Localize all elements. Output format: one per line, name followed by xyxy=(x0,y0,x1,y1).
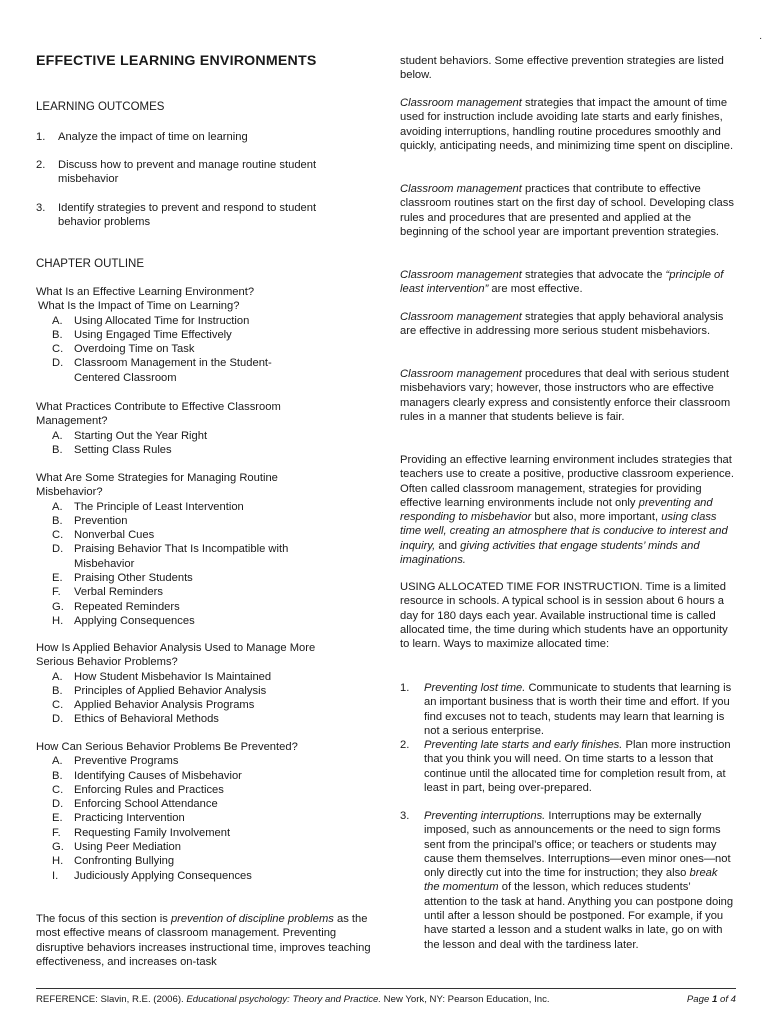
outline-letter: F. xyxy=(52,826,61,839)
outline-letter: E. xyxy=(52,812,63,825)
outline-subitem-text: Classroom Management in the Student-Centered Classroom xyxy=(74,357,272,384)
outline-question: What Is the Impact of Time on Learning? xyxy=(38,300,240,313)
right-paragraph xyxy=(400,96,736,153)
paragraph-text: but also, more important, xyxy=(531,511,662,524)
outline-subitem xyxy=(52,811,372,825)
outline-subitem-text: Requesting Family Involvement xyxy=(74,826,231,839)
outline-subitem xyxy=(52,769,372,783)
item-text: of the lesson, which reduces students’ attention to the task at hand. Anything you can postpone doing until after a lesson should be postponed. For example, if you have started a lesson and a student walks in late, go on with the lesson and deal with the tardiness later. xyxy=(424,881,734,951)
outline-letter: B. xyxy=(52,328,63,341)
outline-subitem xyxy=(52,328,372,342)
outline-subitem-text: Verbal Reminders xyxy=(74,586,163,599)
outline-subitem-text: Using Allocated Time for Instruction xyxy=(74,314,250,327)
outline-letter: I. xyxy=(52,869,59,882)
paragraph-text: are most effective. xyxy=(488,283,583,296)
outline-subitem-text: Preventive Programs xyxy=(74,755,179,768)
outline-letter: G. xyxy=(52,841,64,854)
outline-subitem-text: Ethics of Behavioral Methods xyxy=(74,713,219,726)
numbered-item xyxy=(400,681,736,738)
reference-publisher: New York, NY: Pearson Education, Inc. xyxy=(381,994,550,1005)
reference-text: REFERENCE: Slavin, R.E. (2006). xyxy=(36,994,187,1005)
chapter-outline-heading: CHAPTER OUTLINE xyxy=(36,258,144,270)
outline-letter: E. xyxy=(52,572,63,585)
outline-subitem-text: Overdoing Time on Task xyxy=(74,343,195,356)
outcome-item xyxy=(36,201,352,230)
outline-letter: C. xyxy=(52,529,64,542)
outline-letter: A. xyxy=(52,670,63,683)
outline-subitem xyxy=(52,342,372,356)
outline-letter: D. xyxy=(52,798,64,811)
outline-letter: A. xyxy=(52,755,63,768)
term-classroom-management: Classroom management xyxy=(400,97,522,109)
outline-letter: C. xyxy=(52,783,64,796)
outline-subitem xyxy=(52,500,316,514)
outline-subitem xyxy=(52,314,372,328)
outline-subitem xyxy=(52,542,316,571)
principle-quote: “principle of least intervention” xyxy=(400,269,724,296)
outcome-text: Analyze the impact of time on learning xyxy=(58,131,248,143)
outline-letter: H. xyxy=(52,614,64,627)
outline-subitem-text: Applied Behavior Analysis Programs xyxy=(74,699,255,712)
paragraph-text: strategies that advocate the xyxy=(521,269,666,281)
outline-letter: B. xyxy=(52,514,63,527)
outline-question: What Is an Effective Learning Environment? xyxy=(36,286,255,298)
outline-subitem xyxy=(52,869,372,883)
numbered-item xyxy=(400,809,736,952)
item-number: 3. xyxy=(400,810,410,822)
outline-subitem xyxy=(52,854,372,868)
emphasis-text: giving activities that engage students’ minds and imaginations. xyxy=(400,539,700,567)
emphasis-text: using class time well, creating an atmosphere that is conducive to interest and inquiry, xyxy=(400,511,728,552)
numbered-item xyxy=(400,738,736,795)
outline-letter: D. xyxy=(52,713,64,726)
outline-subitem xyxy=(52,514,316,528)
outline-subitem-text: Practicing Intervention xyxy=(74,812,185,825)
term-classroom-management: Classroom management xyxy=(400,311,522,323)
outline-section xyxy=(36,641,352,727)
outline-section xyxy=(36,400,316,457)
reference-book-title: Educational psychology: Theory and Practice. xyxy=(186,994,382,1005)
focus-paragraph xyxy=(36,912,372,969)
corner-mark: . xyxy=(759,31,762,42)
paragraph-text: and xyxy=(435,539,461,552)
outline-subitem xyxy=(52,826,372,840)
right-paragraph xyxy=(400,580,736,651)
right-paragraph xyxy=(400,268,736,297)
paragraph-text: procedures that deal with serious student misbehaviors vary; however, those instructors who are effective managers clearly express and consistently enforce their classroom rules in a manner that students believe is fair. xyxy=(400,368,731,423)
paragraph-text: practices that contribute to effective classroom routines start on the first day of school. Developing class rules and procedures that are presented and applied at the beginning of the school year are important prevention strategies. xyxy=(400,183,734,238)
outline-letter: C. xyxy=(52,343,64,356)
paragraph-text: student behaviors. Some effective prevention strategies are listed below. xyxy=(400,55,724,82)
page-title: EFFECTIVE LEARNING ENVIRONMENTS xyxy=(36,53,317,69)
outline-subitem-text: Principles of Applied Behavior Analysis xyxy=(74,684,267,697)
term-classroom-management: Classroom management xyxy=(400,269,522,281)
outline-subitem-text: Judiciously Applying Consequences xyxy=(74,869,252,882)
outline-letter: A. xyxy=(52,429,63,442)
paragraph-text: strategies that apply behavioral analysis are effective in addressing more serious student misbehaviors. xyxy=(400,311,724,338)
right-paragraph xyxy=(400,54,736,83)
outline-subitem-text: Starting Out the Year Right xyxy=(74,429,208,442)
outline-subitem xyxy=(52,600,316,614)
outline-subitem xyxy=(52,712,352,726)
page-number xyxy=(687,993,736,1007)
right-paragraph xyxy=(400,367,736,424)
outline-subitem-text: Setting Class Rules xyxy=(74,443,172,456)
outline-subitem-text: The Principle of Least Intervention xyxy=(74,500,244,513)
outline-letter: B. xyxy=(52,769,63,782)
outline-subitem xyxy=(52,571,316,585)
outline-letter: A. xyxy=(52,314,63,327)
outline-subitem xyxy=(52,614,316,628)
outline-letter: B. xyxy=(52,443,63,456)
outline-question: What Practices Contribute to Effective Classroom Management? xyxy=(36,401,281,428)
outline-subitem xyxy=(52,754,372,768)
outline-subitem-text: Applying Consequences xyxy=(74,614,195,627)
outcome-item xyxy=(36,130,352,144)
right-paragraph xyxy=(400,182,736,239)
page-label: Page xyxy=(686,994,712,1005)
outline-letter: G. xyxy=(52,600,64,613)
outline-subitem xyxy=(52,429,316,443)
outline-letter: B. xyxy=(52,684,63,697)
outline-subitem-text: Using Peer Mediation xyxy=(74,841,181,854)
outline-subitem-text: Repeated Reminders xyxy=(74,600,180,613)
outline-letter: C. xyxy=(52,699,64,712)
term-classroom-management: Classroom management xyxy=(400,368,522,380)
item-lead: Preventing interruptions. xyxy=(424,810,546,822)
outcome-text: Discuss how to prevent and manage routine student misbehavior xyxy=(58,159,317,186)
outline-subitem-text: Using Engaged Time Effectively xyxy=(74,328,232,341)
item-text: Plan more instruction that you think you will need. On time starts to a lesson that continue until the allocated time for completion result from, at least in part, being over-prepared. xyxy=(424,739,731,794)
outline-subitem xyxy=(52,443,316,457)
outcome-text: Identify strategies to prevent and respond to student behavior problems xyxy=(58,202,317,229)
outline-letter: F. xyxy=(52,586,61,599)
paragraph-text: Providing an effective learning environment includes strategies that teachers use to create a positive, productive classroom experience. Often called classroom management, strategies for providing effective learning environments include not only xyxy=(400,454,734,509)
outline-subitem xyxy=(52,356,372,385)
outcome-item xyxy=(36,158,352,187)
outline-letter: D. xyxy=(52,357,64,370)
outline-subitem-text: Identifying Causes of Misbehavior xyxy=(74,769,242,782)
outline-question: How Is Applied Behavior Analysis Used to Manage More Serious Behavior Problems? xyxy=(36,642,316,669)
item-number: 1. xyxy=(400,682,410,694)
item-text: Interruptions may be externally imposed, such as announcements or the need to sign forms sent from the principal’s office; or teachers or students may cause them themselves. Interruptions—even minor ones—not only directly cut into the time for instruction; they also xyxy=(424,810,731,880)
outcome-number: 1. xyxy=(36,131,46,143)
outline-question: How Can Serious Behavior Problems Be Prevented? xyxy=(36,741,298,753)
focus-text-c: as the most effective means of classroom management. Preventing disruptive behaviors increases instructional time, improves teaching effectiveness, and increases on-task xyxy=(36,913,371,968)
page-footer xyxy=(36,988,736,1007)
outline-subitem xyxy=(52,528,316,542)
item-number: 2. xyxy=(400,739,410,751)
right-paragraph xyxy=(400,310,736,339)
paragraph-text: Time is a limited resource in schools. A typical school is in session about 6 hours a day for 180 days each year. Available instructional time is called allocated time, the time during which students have an opportunity to learn. Ways to maximize allocated time: xyxy=(400,581,728,651)
term-classroom-management: Classroom management xyxy=(400,183,522,195)
outline-subitem-text: Enforcing Rules and Practices xyxy=(74,783,224,796)
outline-subitem-text: Confronting Bullying xyxy=(74,855,175,868)
outline-subitem-text: Prevention xyxy=(74,514,128,527)
outline-subitem xyxy=(52,585,316,599)
outline-subitem xyxy=(52,698,352,712)
item-lead: Preventing late starts and early finishes. xyxy=(424,739,623,751)
outcome-number: 3. xyxy=(36,202,46,214)
focus-text-emphasis: prevention of discipline problems xyxy=(170,913,334,925)
learning-outcomes-heading: LEARNING OUTCOMES xyxy=(36,101,165,113)
outline-section xyxy=(36,471,316,628)
outline-subitem xyxy=(52,783,372,797)
right-paragraph xyxy=(400,453,736,567)
outline-subitem xyxy=(52,670,352,684)
item-text: Communicate to students that learning is an important business that is worth their time and effort. If you find excuses not to teach, students may learn that learning is not a serious enterprise. xyxy=(424,682,732,737)
outline-letter: D. xyxy=(52,543,64,556)
item-lead: Preventing lost time. xyxy=(424,682,526,694)
page-total: of 4 xyxy=(717,994,736,1005)
emphasis-text: preventing and responding to misbehavior xyxy=(400,496,713,524)
item-emphasis: break the momentum xyxy=(424,867,718,894)
outline-letter: A. xyxy=(52,500,63,513)
outline-subitem-text: How Student Misbehavior Is Maintained xyxy=(74,670,272,683)
paragraph-text: strategies that impact the amount of time used for instruction include avoiding late starts and early finishes, avoiding interruptions, handling routine procedures smoothly and quickly, anticipating needs, and minimizing time spent on discipline. xyxy=(400,97,734,152)
section-heading-inline: USING ALLOCATED TIME FOR INSTRUCTION. xyxy=(400,581,643,593)
outline-subitem-text: Nonverbal Cues xyxy=(74,529,155,542)
outline-question: What Are Some Strategies for Managing Routine Misbehavior? xyxy=(36,472,278,499)
focus-text-a: The focus of this section is xyxy=(36,913,171,925)
page-current: 1 xyxy=(711,994,718,1005)
outline-subitem-text: Praising Behavior That Is Incompatible with Misbehavior xyxy=(74,543,289,570)
outline-subitem xyxy=(52,840,372,854)
outline-section xyxy=(36,285,372,385)
outline-subitem xyxy=(52,684,352,698)
outline-subitem-text: Enforcing School Attendance xyxy=(74,798,218,811)
outline-section xyxy=(36,740,372,883)
outline-subitem-text: Praising Other Students xyxy=(74,572,193,585)
outline-subitem xyxy=(52,797,372,811)
outcome-number: 2. xyxy=(36,159,46,171)
outline-letter: H. xyxy=(52,855,64,868)
